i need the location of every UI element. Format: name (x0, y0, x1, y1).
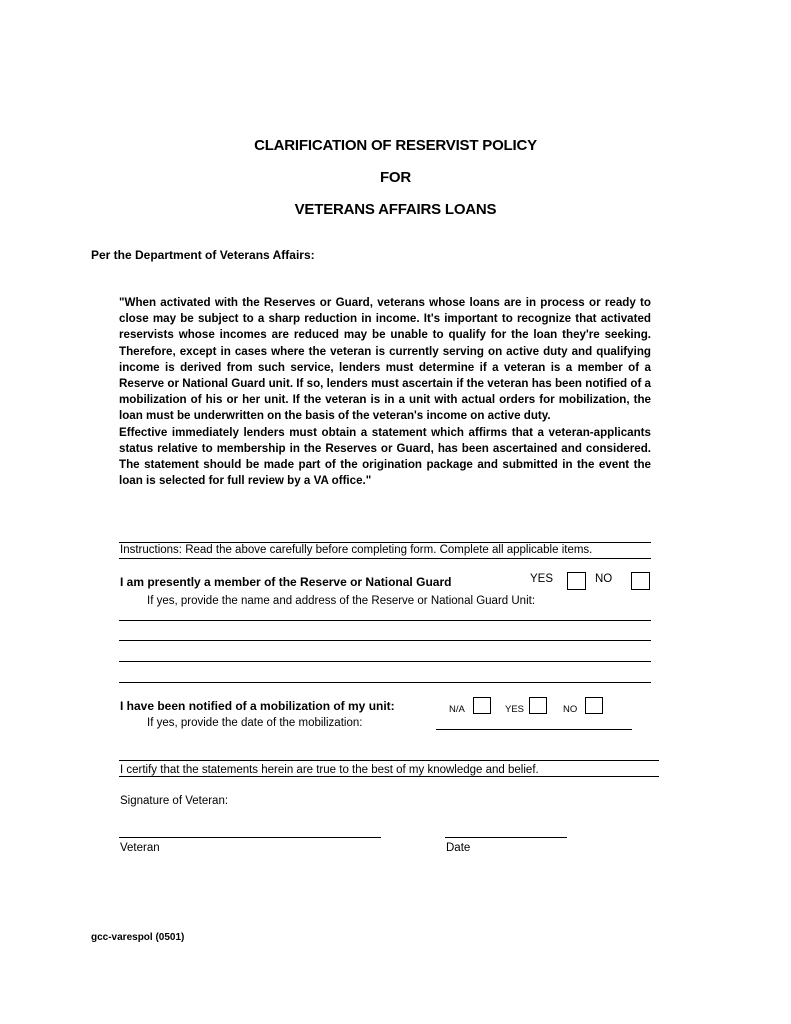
mobilization-na-checkbox[interactable] (473, 697, 491, 714)
title-line-2: FOR (379, 169, 412, 186)
member-yes-checkbox[interactable] (567, 572, 586, 590)
policy-paragraph-2: Effective immediately lenders must obtain a statement which affirms that a veteran-applicants status relative to membership in the Reserves or Guard, has been ascertained and considered. The statement should be made part of the origination package and submitted in the event the loan is selected for full review by a VA office." (119, 425, 651, 488)
member-yes-label: YES (530, 573, 554, 585)
mobilization-date-line[interactable] (436, 729, 632, 730)
mobilization-question: I have been notified of a mobilization of my unit: (120, 699, 395, 713)
member-followup: If yes, provide the name and address of the Reserve or National Guard Unit: (147, 595, 536, 607)
date-label: Date (446, 842, 471, 854)
mobilization-yes-checkbox[interactable] (529, 697, 547, 714)
instructions-top-rule (119, 542, 651, 543)
unit-address-line-3[interactable] (119, 661, 651, 662)
unit-address-line-2[interactable] (119, 640, 651, 641)
member-no-checkbox[interactable] (631, 572, 650, 590)
title-line-3: VETERANS AFFAIRS LOANS (294, 201, 497, 218)
certification-top-rule (119, 760, 659, 761)
member-question: I am presently a member of the Reserve or National Guard (120, 575, 452, 589)
unit-address-line-4[interactable] (119, 682, 651, 683)
member-no-label: NO (595, 573, 613, 585)
signature-label: Signature of Veteran: (120, 795, 229, 807)
veteran-signature-line[interactable] (119, 837, 381, 838)
form-code: gcc-varespol (0501) (91, 932, 185, 943)
instructions-text: Instructions: Read the above carefully before completing form. Complete all applicable items. (120, 544, 593, 556)
instructions-bottom-rule (119, 558, 651, 559)
mobilization-followup: If yes, provide the date of the mobilization: (147, 717, 363, 729)
intro-text: Per the Department of Veterans Affairs: (91, 248, 315, 262)
mobilization-no-checkbox[interactable] (585, 697, 603, 714)
veteran-label: Veteran (120, 842, 160, 854)
certification-text: I certify that the statements herein are true to the best of my knowledge and belief. (120, 764, 539, 776)
unit-address-line-1[interactable] (119, 620, 651, 621)
certification-bottom-rule (119, 776, 659, 777)
title-line-1: CLARIFICATION OF RESERVIST POLICY (254, 137, 537, 154)
policy-quote (119, 295, 651, 489)
date-signature-line[interactable] (445, 837, 567, 838)
policy-paragraph-1: "When activated with the Reserves or Guard, veterans whose loans are in process or ready to close may be subject to a sharp reduction in income. It's important to recognize that activated reservists whose incomes are reduced may be unable to qualify for the loan they're seeking. Therefore, except in cases where the veteran is currently serving on active duty and qualifying income is derived from such service, lenders must determine if a veteran is a member of a Reserve or National Guard unit. If so, lenders must ascertain if the veteran has been notified of a mobilization of his or her unit. If the veteran is in a unit with actual orders for mobilization, the loan must be underwritten on the basis of the veteran's income on active duty. (119, 296, 651, 423)
mobilization-yes-label: YES (505, 704, 525, 715)
mobilization-no-label: NO (563, 704, 578, 715)
mobilization-na-label: N/A (449, 704, 465, 715)
